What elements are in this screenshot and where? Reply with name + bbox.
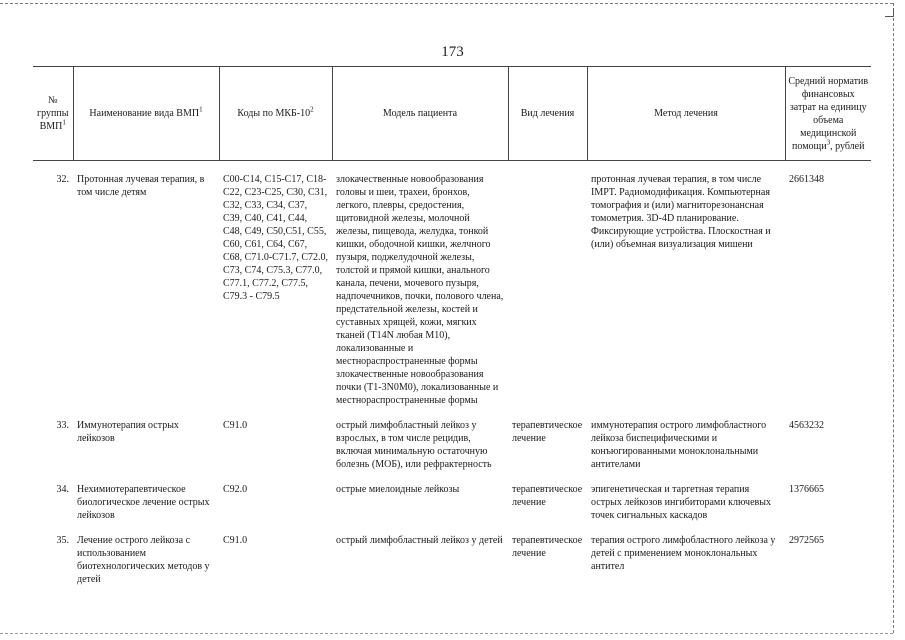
header-method: Метод лечения [587, 67, 785, 161]
row-method: иммунотерапия острого лимфобластного лейкоза биспецифическими и конъюгированными моноклональными антителами [591, 420, 767, 470]
row-treatment-type: терапевтическое лечение [512, 420, 583, 444]
row-number: 33. [56, 420, 69, 431]
row-number: 32. [56, 174, 69, 185]
page-border-bottom [0, 633, 893, 634]
corner-mark [885, 8, 894, 17]
header-group-no: № группы ВМП$^1$ [33, 67, 73, 161]
table-row [33, 534, 871, 586]
page-border-top [0, 3, 893, 4]
row-spacer [33, 471, 871, 483]
vmp-table [33, 66, 871, 586]
row-cost: 1376665 [789, 484, 824, 495]
row-method: эпигенетическая и таргетная терапия острых лейкозов ингибиторами ключевых точек сигнальных каскадов [591, 484, 771, 521]
page-number: 173 [441, 44, 464, 60]
row-cost: 2661348 [789, 174, 824, 185]
row-model: острый лимфобластный лейкоз у взрослых, в том числе рецидив, включая минимальную остаточную болезнь (МОБ), или рефрактерность [336, 420, 492, 470]
table-row [33, 419, 871, 471]
row-name: Протонная лучевая терапия, в том числе детям [77, 174, 205, 198]
row-codes: C91.0 [223, 420, 248, 431]
page-border-right [893, 3, 894, 633]
row-name: Лечение острого лейкоза с использованием биотехнологических методов у детей [77, 535, 210, 585]
header-row [33, 67, 871, 161]
row-spacer [33, 407, 871, 419]
table-row [33, 483, 871, 522]
row-method: терапия острого лимфобластного лейкоза у детей с применением моноклональных антител [591, 535, 776, 572]
row-model: злокачественные новообразования головы и шеи, трахеи, бронхов, легкого, плевры, средостения, щитовидной железы, молочной железы, пищевода, желудка, тонкой кишки, ободочной кишки, желчного пузыря, поджелудочной железы, толстой и прямой кишки, анального канала, печени, мочевого пузыря, надпочечников, почки, полового члена, предстательной железы, костей и суставных хрящей, кожи, мягких тканей (T14N любая M10), локализованные и местнораспространенные формы злокачественные новообразования почки (T1-3N0M0), локализованные и местнораспространенные формы [336, 174, 504, 406]
row-cost: 4563232 [789, 420, 824, 431]
header-cost: Средний норматив финансовых затрат на единицу объема медицинской помощи$^3$, рублей [785, 67, 871, 161]
row-treatment-type: терапевтическое лечение [512, 535, 583, 559]
row-cost: 2972565 [789, 535, 824, 546]
row-name: Иммунотерапия острых лейкозов [77, 420, 179, 444]
row-spacer [33, 522, 871, 534]
row-treatment-type: терапевтическое лечение [512, 484, 583, 508]
row-model: острые миелоидные лейкозы [336, 484, 460, 495]
header-model: Модель пациента [332, 67, 508, 161]
row-treatment-type [508, 173, 587, 407]
row-model: острый лимфобластный лейкоз у детей [336, 535, 503, 546]
row-codes: C92.0 [223, 484, 248, 495]
row-codes: C91.0 [223, 535, 248, 546]
row-method: протонная лучевая терапия, в том числе IMPT. Радиомодификация. Компьютерная томография и (или) магниторезонансная томометрия. 3D-4D планирование. Фиксирующие устройства. Плоскостная и (или) объемная визуализация мишени [591, 174, 771, 250]
row-name: Нехимиотерапевтическое биологическое лечение острых лейкозов [77, 484, 210, 521]
row-number: 35. [56, 535, 69, 546]
header-treatment-type: Вид лечения [508, 67, 587, 161]
row-codes: C00-C14, C15-C17, C18-C22, C23-C25, C30, C31, C32, C33, C34, C37, C39, C40, C41, C44, C48, C49, C50,C51, C55, C60, C61, C64, C67, C68, C71.0-C71.7, C72.0, C73, C74, C75.3, C77.0, C77.1, C77.2, C77.5, C79.3 - C79.5 [223, 174, 329, 302]
header-codes: Коды по МКБ-$10^2$ [219, 67, 332, 161]
table-row [33, 173, 871, 407]
header-spacer [33, 161, 871, 174]
header-name: Наименование вида ВМП$^1$ [73, 67, 219, 161]
row-number: 34. [56, 484, 69, 495]
